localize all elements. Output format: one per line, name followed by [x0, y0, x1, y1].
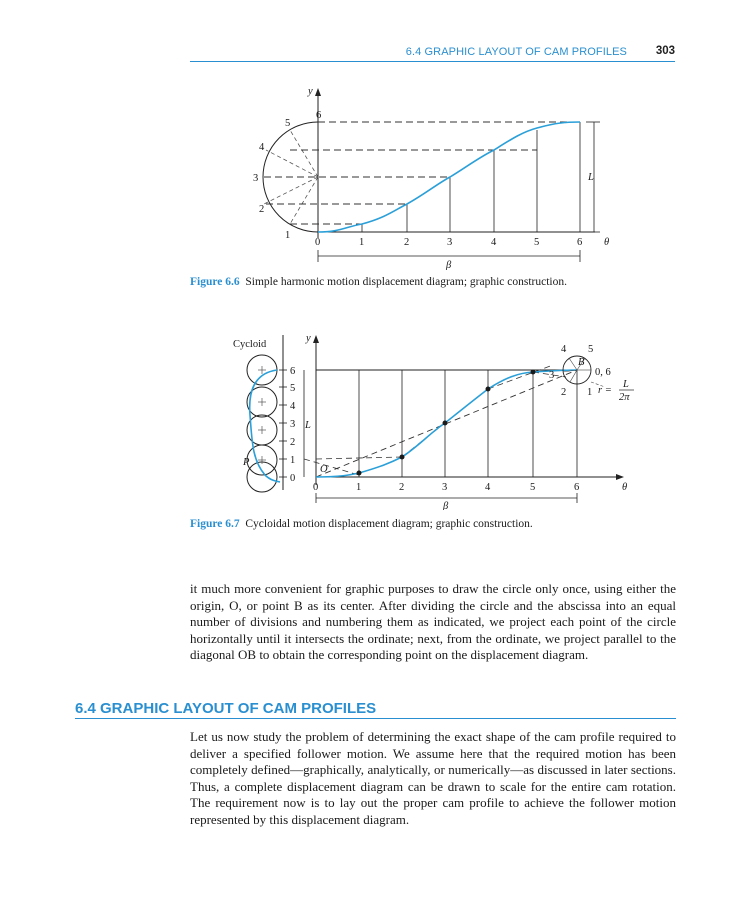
body-paragraph-1: it much more convenient for graphic purposes to draw the circle only once, using either the origin, O, or point B as its center. After dividing the circle and the abscissa into an equal number of divisions and numbering them as indicated, we project each point of the circle horizontally until it intersects the ordinate; next, from the ordinate, we project parallel to the diagonal OB to obtain the corresponding point on the displacement diagram. [190, 581, 676, 662]
fig66-x-tick-3: 3 [447, 237, 453, 248]
section-heading-rule [75, 718, 676, 719]
fig67-ord-label-1: 1 [290, 455, 296, 466]
fig67-x-arrow [616, 474, 624, 480]
figure-6-6-caption-text: Simple harmonic motion displacement diagram; graphic construction. [245, 276, 567, 288]
fig66-y-label: y [308, 86, 313, 97]
page-number: 303 [655, 45, 675, 57]
fig66-x-tick-5: 5 [534, 237, 540, 248]
figure-6-6-caption [190, 276, 567, 288]
figure-6-6-diagram [0, 80, 737, 270]
fig67-origin-label: O [320, 464, 328, 475]
figure-6-7-diagram [0, 325, 737, 510]
fig67-ord-label-5: 5 [290, 383, 296, 394]
fig66-circle-label-6: 6 [316, 110, 322, 121]
fig66-projection-lines [264, 122, 580, 224]
fig67-x-tick-3: 3 [442, 482, 448, 493]
fig67-circle-label-1: 1 [587, 387, 593, 398]
fig66-x-tick-1: 1 [359, 237, 365, 248]
fig67-radius-r: r = [598, 385, 612, 396]
fig67-theta-label: θ [622, 482, 628, 493]
fig67-radius-den: 2π [619, 392, 630, 403]
fig67-circle-label-0-6: 0, 6 [595, 367, 611, 378]
fig67-ord-label-0: 0 [290, 473, 296, 484]
fig67-x-tick-0: 0 [313, 482, 319, 493]
fig67-x-tick-4: 4 [485, 482, 491, 493]
fig66-circle-label-5: 5 [285, 118, 291, 129]
running-head-title: 6.4 GRAPHIC LAYOUT OF CAM PROFILES [405, 46, 627, 58]
fig67-circle-label-5: 5 [588, 344, 594, 355]
fig66-theta-label: θ [604, 237, 610, 248]
fig67-x-tick-5: 5 [530, 482, 536, 493]
figure-6-7-label: Figure 6.7 [190, 518, 240, 530]
running-head [0, 44, 737, 64]
fig67-parallel-lines [304, 365, 566, 475]
figure-6-7-caption-text: Cycloidal motion displacement diagram; graphic construction. [245, 518, 533, 530]
fig66-circle-label-3: 3 [253, 173, 259, 184]
fig67-circle-label-2: 2 [561, 387, 567, 398]
fig66-x-tick-0: 0 [315, 237, 321, 248]
fig67-construction-points [357, 370, 536, 476]
fig66-ordinates [362, 122, 580, 232]
running-head-rule [190, 61, 675, 62]
fig66-y-arrow [315, 88, 321, 96]
fig67-circle-label-4: 4 [561, 344, 567, 355]
fig67-ord-label-2: 2 [290, 437, 296, 448]
figure-6-6-label: Figure 6.6 [190, 276, 240, 288]
fig66-x-tick-4: 4 [491, 237, 497, 248]
fig67-x-tick-1: 1 [356, 482, 362, 493]
fig67-cycloid-label: Cycloid [233, 339, 267, 350]
fig66-x-tick-2: 2 [404, 237, 410, 248]
fig67-y-arrow [313, 335, 319, 343]
fig66-circle-label-4: 4 [259, 142, 265, 153]
fig67-lift-label: L [305, 420, 311, 431]
fig67-y-label: y [306, 333, 311, 344]
fig66-beta-label: β [446, 260, 452, 270]
fig67-ord-label-3: 3 [290, 419, 296, 430]
section-paragraph: Let us now study the problem of determining the exact shape of the cam profile required to deliver a specified follower motion. We assume here that the required motion has been completely defined—graphically, analytically, or numerically—as discussed in later sections. Thus, a complete displacement diagram can be drawn to scale for the entire cam rotation. The requirement now is to lay out the proper cam profile to achieve the follower motion represented by this displacement diagram. [190, 729, 676, 827]
fig67-radius-num: L [623, 379, 629, 390]
fig67-beta-label: β [443, 501, 449, 510]
fig66-circle-label-1: 1 [285, 230, 291, 241]
figure-6-7-caption [190, 518, 533, 530]
fig67-ord-label-6: 6 [290, 366, 296, 377]
fig67-x-tick-2: 2 [399, 482, 405, 493]
fig67-x-tick-6: 6 [574, 482, 580, 493]
fig67-point-p: P [243, 457, 250, 468]
fig67-circle-label-3: 3 [549, 370, 555, 381]
fig66-circle-label-2: 2 [259, 204, 265, 215]
fig66-lift-label: L [588, 172, 594, 183]
fig67-point-b: B [578, 357, 585, 368]
fig66-x-tick-6: 6 [577, 237, 583, 248]
fig67-ord-label-4: 4 [290, 401, 296, 412]
section-heading: 6.4 GRAPHIC LAYOUT OF CAM PROFILES [75, 700, 377, 717]
